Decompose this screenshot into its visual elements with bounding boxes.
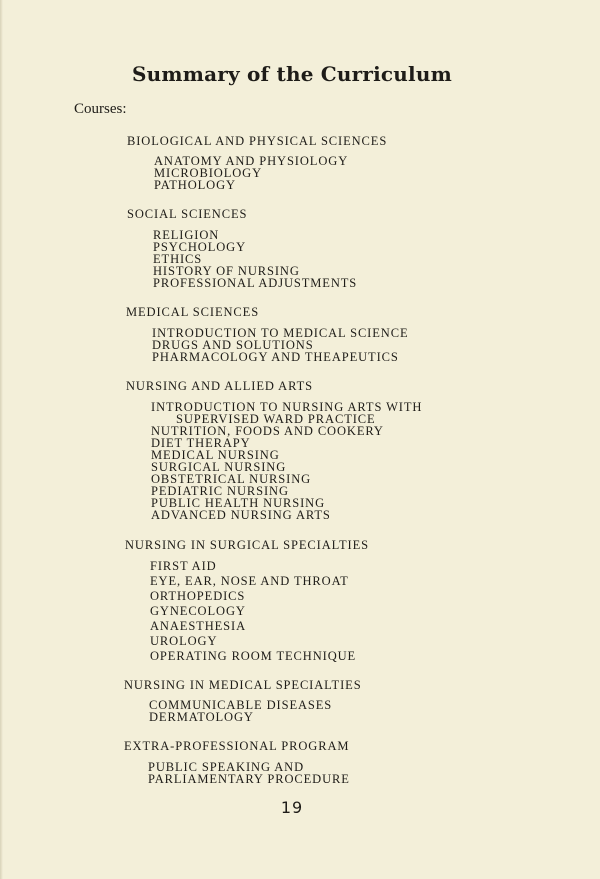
section-heading-medical-specialties: NURSING IN MEDICAL SPECIALTIES — [124, 678, 362, 692]
course-item: OBSTETRICAL NURSING — [151, 472, 312, 486]
course-item: HISTORY OF NURSING — [153, 264, 300, 278]
course-item: NUTRITION, FOODS AND COOKERY — [151, 424, 384, 438]
course-item: RELIGION — [153, 228, 220, 242]
course-item: ETHICS — [153, 252, 203, 266]
course-item: PARLIAMENTARY PROCEDURE — [148, 772, 350, 786]
course-item: ANAESTHESIA — [150, 619, 247, 633]
section-items-extra-professional — [148, 761, 350, 785]
course-item: EYE, EAR, NOSE AND THROAT — [150, 574, 349, 588]
course-item: INTRODUCTION TO MEDICAL SCIENCE — [152, 326, 409, 340]
course-item: PUBLIC HEALTH NURSING — [151, 496, 326, 510]
section-heading-social: SOCIAL SCIENCES — [127, 207, 248, 221]
section-items-medical-specialties — [149, 699, 332, 723]
course-item: ANATOMY AND PHYSIOLOGY — [154, 154, 349, 168]
course-item: FIRST AID — [150, 559, 217, 573]
course-item: PATHOLOGY — [154, 178, 236, 192]
course-item: ORTHOPEDICS — [150, 589, 246, 603]
course-item: PROFESSIONAL ADJUSTMENTS — [153, 276, 358, 290]
course-item: DRUGS AND SOLUTIONS — [152, 338, 314, 352]
section-heading-biological: BIOLOGICAL AND PHYSICAL SCIENCES — [127, 134, 388, 148]
course-item: PUBLIC SPEAKING AND — [148, 760, 305, 774]
section-heading-surgical-specialties: NURSING IN SURGICAL SPECIALTIES — [125, 538, 370, 552]
course-item: OPERATING ROOM TECHNIQUE — [150, 649, 357, 663]
course-item: SUPERVISED WARD PRACTICE — [176, 412, 376, 426]
page-number: 19 — [280, 798, 304, 817]
course-item: ADVANCED NURSING ARTS — [151, 508, 331, 522]
course-item: MEDICAL NURSING — [151, 448, 280, 462]
page-title: Summary of the Curriculum — [132, 62, 452, 86]
course-item: INTRODUCTION TO NURSING ARTS WITH — [151, 400, 423, 414]
section-items-social — [153, 229, 357, 289]
course-item: PHARMACOLOGY AND THEAPEUTICS — [152, 350, 399, 364]
course-item: SURGICAL NURSING — [151, 460, 287, 474]
section-items-medical-sciences — [152, 327, 408, 363]
section-items-nursing-allied-arts — [151, 401, 422, 521]
section-heading-nursing-allied-arts: NURSING AND ALLIED ARTS — [126, 379, 313, 393]
section-heading-medical-sciences: MEDICAL SCIENCES — [126, 305, 260, 319]
section-items-surgical-specialties — [150, 559, 356, 664]
course-item: UROLOGY — [150, 634, 218, 648]
course-item: PSYCHOLOGY — [153, 240, 247, 254]
courses-label: Courses: — [74, 101, 127, 117]
course-item: DERMATOLOGY — [149, 710, 254, 724]
course-item: DIET THERAPY — [151, 436, 251, 450]
page-edge-shadow — [0, 0, 3, 879]
course-item: PEDIATRIC NURSING — [151, 484, 289, 498]
section-heading-extra-professional: EXTRA-PROFESSIONAL PROGRAM — [124, 739, 350, 753]
course-item: COMMUNICABLE DISEASES — [149, 698, 333, 712]
section-items-biological — [154, 155, 348, 191]
course-item: MICROBIOLOGY — [154, 166, 263, 180]
course-item: GYNECOLOGY — [150, 604, 246, 618]
